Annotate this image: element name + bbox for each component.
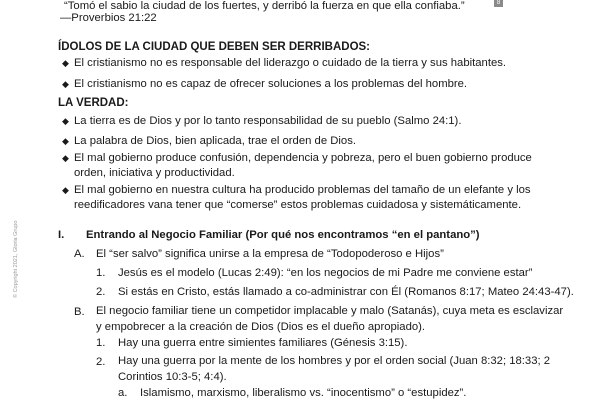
point-a-text: El “ser salvo” significa unirse a la empresa de “Todopoderoso e Hijos” [96,248,444,260]
point-a-label: A. [74,248,85,260]
truth-item-text: La tierra es de Dios y por lo tanto responsabilidad de su pueblo (Salmo 24:1). [74,115,462,127]
truth-item [62,114,562,129]
diamond-bullet-icon: ◆ [62,136,69,146]
point-a2-number: 2. [96,286,106,298]
truth-item [62,134,562,149]
truth-item-text: El mal gobierno produce confusión, dependencia y pobreza, pero el buen gobierno produce orden, iniciativa y productividad. [74,152,532,179]
point-a2-text: Si estás en Cristo, estás llamado a co-administrar con Él (Romanos 8:17; Mateo 24:43-47). [118,286,574,298]
idol-item [62,77,562,92]
proverb-reference: —Proverbios 21:22 [60,12,157,24]
idol-item-text: El cristianismo no es responsable del liderazgo o cuidado de la tierra y sus habitantes. [74,57,507,69]
idol-item-text: El cristianismo no es capaz de ofrecer soluciones a los problemas del hombre. [74,78,468,90]
diamond-bullet-icon: ◆ [62,116,69,126]
section-title: Entrando al Negocio Familiar (Por qué nos encontramos “en el pantano”) [86,229,480,241]
point-b-label: B. [74,306,85,318]
proverb-quote: “Tomó el sabio la ciudad de los fuertes, y derribó la fuerza en que ella confiaba.” [64,0,465,12]
truth-item-text: El mal gobierno en nuestra cultura ha producido problemas del tamaño de un elefante y los reedificadores vana tener que “comerse” estos problemas cuidadosa y sistemáticamente. [74,184,531,211]
point-b2a-label: a. [118,387,128,399]
idols-heading: ÍDOLOS DE LA CIUDAD QUE DEBEN SER DERRIBADOS: [58,41,371,53]
truth-heading: LA VERDAD: [58,97,129,109]
truth-item-text: La palabra de Dios, bien aplicada, trae el orden de Dios. [74,135,356,147]
diamond-bullet-icon: ◆ [62,79,69,89]
point-b2-text: Hay una guerra por la mente de los hombres y por el orden social (Juan 8:32; 18:33; 2 Corintios 10:3-5; 4:4). [118,355,551,383]
diamond-bullet-icon: ◆ [62,185,69,195]
idol-item [62,56,562,71]
point-b1-number: 1. [96,337,106,349]
truth-item [62,151,562,180]
point-b-text: El negocio familiar tiene un competidor implacable y malo (Satanás), cuya meta es esclavizar y empobrecer a la creación de Dios (Dios es el dueño apropiado). [96,305,564,333]
point-a1-number: 1. [96,267,106,279]
point-a1-text: Jesús es el modelo (Lucas 2:49): “en los negocios de mi Padre me conviene estar” [118,267,533,279]
point-b1-text: Hay una guerra entre simientes familiares (Génesis 3:15). [118,337,408,349]
truth-item [62,183,562,212]
diamond-bullet-icon: ◆ [62,153,69,163]
diamond-bullet-icon: ◆ [62,58,69,68]
point-b2a-text: Islamismo, marxismo, liberalismo vs. “inocentismo” o “estupidez”. [140,387,467,399]
section-number: I. [58,229,65,241]
copyright-notice: © Copyright 2021, Gloria Grupo [13,220,19,298]
page-marker: 8 [494,0,503,7]
point-b2-number: 2. [96,356,106,368]
